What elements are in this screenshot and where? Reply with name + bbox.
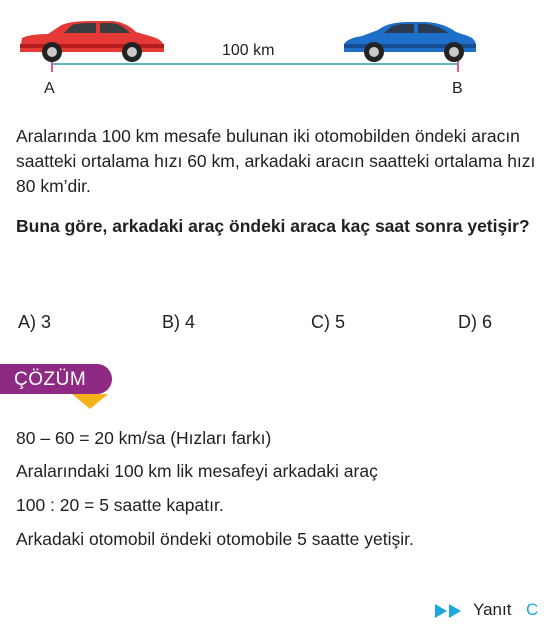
point-a-label: A xyxy=(44,80,55,97)
solution-line-1: 80 – 60 = 20 km/sa (Hızları farkı) xyxy=(16,428,272,448)
red-car-icon xyxy=(20,21,164,62)
point-b-label: B xyxy=(452,80,463,97)
option-d[interactable]: D) 6 xyxy=(458,312,493,332)
question-prompt: Buna göre, arkadaki araç öndeki araca kaç saat sonra yetişir? xyxy=(16,216,530,236)
badge-tail-icon xyxy=(72,394,108,410)
answer-letter: C xyxy=(526,600,539,619)
answer-options xyxy=(0,312,554,336)
distance-label: 100 km xyxy=(222,42,275,59)
solution-line-4: Arkadaki otomobil öndeki otomobile 5 saatte yetişir. xyxy=(16,529,414,549)
solution-badge-label: ÇÖZÜM xyxy=(14,369,87,390)
blue-car-icon xyxy=(344,22,476,62)
car-distance-diagram xyxy=(0,0,554,110)
solution-line-3: 100 : 20 = 5 saatte kapatır. xyxy=(16,495,224,515)
option-b[interactable]: B) 4 xyxy=(162,312,196,332)
solution-badge xyxy=(0,364,112,394)
question-text: Aralarında 100 km mesafe bulunan iki otomobilden öndeki aracın saatteki ortalama hızı 60 km, arkadaki aracın saatteki ortalama hızı 80 km’dir. xyxy=(16,126,536,196)
double-arrow-icon xyxy=(435,603,465,619)
answer-label: Yanıt xyxy=(473,600,512,619)
diagram-drawing xyxy=(0,0,554,110)
solution-line-2: Aralarındaki 100 km lik mesafeyi arkadaki araç xyxy=(16,461,378,481)
option-c[interactable]: C) 5 xyxy=(311,312,346,332)
option-a[interactable]: A) 3 xyxy=(18,312,52,332)
